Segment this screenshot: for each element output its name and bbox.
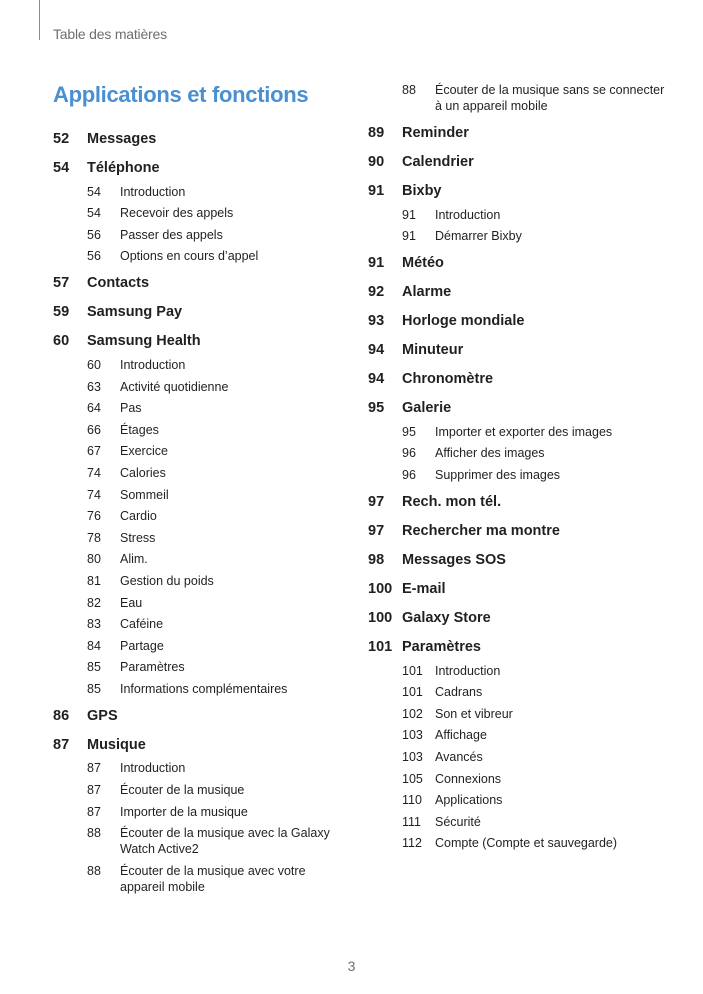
subsection-title: Cadrans <box>435 685 483 700</box>
section-page-number: 60 <box>53 333 70 350</box>
subsection-page-number: 88 <box>87 863 101 878</box>
toc-section[interactable] <box>368 398 668 418</box>
subsection-page-number: 95 <box>402 424 416 439</box>
subsection-title: Pas <box>120 401 142 416</box>
subsection-title: Étages <box>120 422 159 437</box>
subsection-page-number: 103 <box>402 728 423 743</box>
subsection-page-number: 91 <box>402 207 416 222</box>
section-title: Paramètres <box>402 638 481 655</box>
section-title: Messages <box>87 131 157 147</box>
subsection-title: Exercice <box>120 444 168 459</box>
subsection-page-number: 96 <box>402 446 416 461</box>
header-divider <box>39 0 40 40</box>
section-title: Galaxy Store <box>402 609 491 626</box>
subsection-page-number: 85 <box>87 681 101 696</box>
section-title: E-mail <box>402 580 446 597</box>
toc-right-column <box>368 82 668 851</box>
toc-subsection[interactable] <box>53 357 343 373</box>
subsection-title: Écouter de la musique <box>120 783 245 798</box>
subsection-title: Sommeil <box>120 487 169 502</box>
subsection-page-number: 102 <box>402 706 423 721</box>
subsection-page-number: 85 <box>87 660 101 675</box>
section-title: Horloge mondiale <box>402 313 525 330</box>
subsection-title: Eau <box>120 595 143 610</box>
subsection-title: Écouter de la musique sans se connecter à un appareil mobile <box>435 83 665 113</box>
toc-subsection[interactable] <box>53 205 343 221</box>
subsection-title: Importer de la musique <box>120 804 248 819</box>
subsection-page-number: 112 <box>402 836 422 851</box>
subsection-page-number: 56 <box>87 227 101 242</box>
toc-subsection[interactable] <box>53 508 343 524</box>
subsection-title: Avancés <box>435 749 483 764</box>
toc-left-column <box>53 120 343 895</box>
toc-subsection[interactable] <box>368 424 668 440</box>
toc-subsection[interactable] <box>368 814 668 830</box>
subsection-title: Introduction <box>435 663 501 678</box>
toc-subsection[interactable] <box>53 530 343 546</box>
toc-subsection[interactable] <box>53 487 343 503</box>
subsection-title: Démarrer Bixby <box>435 229 522 244</box>
section-header: Table des matières <box>53 26 167 42</box>
section-page-number: 98 <box>368 551 385 568</box>
subsection-page-number: 96 <box>402 467 416 482</box>
section-title: Chronomètre <box>402 371 494 388</box>
subsection-title: Options en cours d’appel <box>120 249 259 264</box>
toc-section[interactable] <box>368 282 668 302</box>
subsection-title: Compte (Compte et sauvegarde) <box>435 836 618 851</box>
subsection-page-number: 80 <box>87 552 101 567</box>
subsection-title: Afficher des images <box>435 446 545 461</box>
subsection-title: Paramètres <box>120 660 185 675</box>
subsection-title: Gestion du poids <box>120 573 214 588</box>
toc-subsection[interactable] <box>368 684 668 700</box>
section-page-number: 97 <box>368 522 385 539</box>
section-title: Messages SOS <box>402 551 506 568</box>
toc-section[interactable] <box>368 311 668 331</box>
toc-subsection[interactable] <box>53 465 343 481</box>
section-title: Calendrier <box>402 154 474 170</box>
chapter-title: Applications et fonctions <box>53 82 309 107</box>
subsection-title: Écouter de la musique avec la Galaxy Watch Active2 <box>120 826 330 857</box>
section-page-number: 94 <box>368 371 385 388</box>
toc-subsection[interactable] <box>53 248 343 264</box>
subsection-title: Informations complémentaires <box>120 681 288 696</box>
subsection-page-number: 87 <box>87 783 101 798</box>
toc-section[interactable] <box>368 608 668 628</box>
toc-section[interactable] <box>53 158 343 178</box>
toc-subsection[interactable] <box>53 681 343 697</box>
section-page-number: 91 <box>368 183 385 199</box>
toc-section[interactable] <box>368 123 668 143</box>
subsection-page-number: 78 <box>87 530 101 545</box>
section-title: Météo <box>402 255 444 272</box>
toc-subsection[interactable] <box>368 749 668 765</box>
subsection-title: Activité quotidienne <box>120 379 229 394</box>
subsection-page-number: 66 <box>87 422 101 437</box>
toc-subsection[interactable] <box>53 863 343 895</box>
section-page-number: 89 <box>368 125 385 141</box>
toc-subsection[interactable] <box>368 207 668 223</box>
subsection-title: Cardio <box>120 509 157 524</box>
subsection-page-number: 87 <box>87 761 101 776</box>
section-page-number: 92 <box>368 284 385 301</box>
subsection-page-number: 83 <box>87 617 101 632</box>
toc-section[interactable] <box>368 637 668 657</box>
toc-subsection[interactable] <box>53 616 343 632</box>
toc-section[interactable] <box>368 492 668 512</box>
subsection-page-number: 105 <box>402 771 423 786</box>
subsection-title: Introduction <box>435 207 501 222</box>
section-page-number: 54 <box>53 160 70 176</box>
subsection-page-number: 111 <box>402 814 422 829</box>
toc-subsection[interactable] <box>368 792 668 808</box>
subsection-page-number: 103 <box>402 749 423 764</box>
section-page-number: 94 <box>368 342 385 359</box>
toc-subsection[interactable] <box>53 227 343 243</box>
subsection-page-number: 60 <box>87 357 101 372</box>
subsection-page-number: 101 <box>402 685 423 700</box>
subsection-title: Sécurité <box>435 814 481 829</box>
toc-section[interactable] <box>368 521 668 541</box>
toc-section[interactable] <box>368 253 668 273</box>
section-title: Rechercher ma montre <box>402 522 560 539</box>
subsection-title: Introduction <box>120 761 186 776</box>
toc-subsection[interactable] <box>53 573 343 589</box>
section-page-number: 93 <box>368 313 385 330</box>
subsection-page-number: 56 <box>87 249 101 264</box>
section-page-number: 95 <box>368 400 385 417</box>
subsection-title: Partage <box>120 638 164 653</box>
toc-section[interactable] <box>53 331 343 351</box>
subsection-title: Applications <box>435 793 503 808</box>
subsection-title: Importer et exporter des images <box>435 424 613 439</box>
toc-subsection[interactable] <box>368 445 668 461</box>
subsection-title: Écouter de la musique avec votre appareil mobile <box>120 863 306 894</box>
subsection-page-number: 64 <box>87 401 101 416</box>
section-page-number: 90 <box>368 154 385 170</box>
subsection-title: Alim. <box>120 552 148 567</box>
subsection-title: Recevoir des appels <box>120 206 234 221</box>
subsection-title: Connexions <box>435 771 502 786</box>
subsection-page-number: 54 <box>87 184 101 199</box>
section-page-number: 86 <box>53 707 70 724</box>
subsection-page-number: 76 <box>87 509 101 524</box>
toc-subsection[interactable] <box>368 228 668 244</box>
section-page-number: 100 <box>368 580 393 597</box>
toc-subsection[interactable] <box>53 782 343 798</box>
section-title: Samsung Pay <box>87 304 183 321</box>
subsection-title: Son et vibreur <box>435 706 513 721</box>
subsection-page-number: 110 <box>402 793 422 808</box>
subsection-page-number: 81 <box>87 573 101 588</box>
subsection-page-number: 88 <box>87 826 101 841</box>
subsection-page-number: 74 <box>87 465 101 480</box>
toc-section[interactable] <box>53 706 343 726</box>
subsection-page-number: 91 <box>402 229 416 244</box>
toc-subsection[interactable] <box>368 835 668 851</box>
subsection-title: Affichage <box>435 728 487 743</box>
toc-subsection[interactable] <box>53 825 343 857</box>
toc-subsection[interactable] <box>368 771 668 787</box>
section-title: Samsung Health <box>87 333 201 350</box>
toc-section[interactable] <box>368 181 668 201</box>
section-title: Minuteur <box>402 342 464 359</box>
toc-subsection[interactable] <box>53 184 343 200</box>
section-title: Musique <box>87 736 146 753</box>
toc-section[interactable] <box>368 579 668 599</box>
toc-subsection[interactable] <box>53 422 343 438</box>
subsection-page-number: 67 <box>87 444 101 459</box>
subsection-page-number: 88 <box>402 83 416 97</box>
toc-section[interactable] <box>368 152 668 172</box>
subsection-page-number: 84 <box>87 638 101 653</box>
subsection-page-number: 101 <box>402 663 423 678</box>
subsection-title: Caféine <box>120 617 164 632</box>
subsection-page-number: 74 <box>87 487 101 502</box>
toc-section[interactable] <box>53 735 343 755</box>
section-title: GPS <box>87 707 118 724</box>
toc-subsection[interactable] <box>368 727 668 743</box>
section-title: Contacts <box>87 275 150 292</box>
section-title: Téléphone <box>87 160 160 176</box>
section-title: Galerie <box>402 400 452 417</box>
subsection-title: Introduction <box>120 184 186 199</box>
toc-section[interactable] <box>368 550 668 570</box>
section-page-number: 97 <box>368 493 385 510</box>
subsection-title: Stress <box>120 530 156 545</box>
page-number: 3 <box>347 958 356 974</box>
toc-subsection[interactable] <box>53 400 343 416</box>
toc-section[interactable] <box>368 369 668 389</box>
toc-subsection[interactable] <box>53 659 343 675</box>
subsection-page-number: 63 <box>87 379 101 394</box>
toc-subsection[interactable] <box>53 760 343 776</box>
section-page-number: 87 <box>53 736 70 753</box>
toc-subsection[interactable] <box>368 706 668 722</box>
subsection-page-number: 54 <box>87 206 101 221</box>
section-page-number: 100 <box>368 609 393 626</box>
subsection-page-number: 87 <box>87 804 101 819</box>
subsection-title: Passer des appels <box>120 227 223 242</box>
subsection-title: Supprimer des images <box>435 467 561 482</box>
section-title: Reminder <box>402 125 469 141</box>
toc-section[interactable] <box>53 273 343 293</box>
toc-subsection[interactable] <box>368 467 668 483</box>
toc-section[interactable] <box>368 340 668 360</box>
toc-subsection[interactable] <box>53 638 343 654</box>
subsection-page-number: 82 <box>87 595 101 610</box>
toc-subsection[interactable] <box>53 804 343 820</box>
section-page-number: 52 <box>53 131 70 147</box>
toc-subsection[interactable] <box>53 443 343 459</box>
toc-subsection[interactable] <box>53 595 343 611</box>
toc-section[interactable] <box>53 129 343 149</box>
section-page-number: 91 <box>368 255 385 272</box>
section-page-number: 57 <box>53 275 70 292</box>
toc-subsection[interactable] <box>53 551 343 567</box>
toc-subsection[interactable] <box>368 663 668 679</box>
section-page-number: 59 <box>53 304 70 321</box>
toc-subsection[interactable] <box>53 379 343 395</box>
section-page-number: 101 <box>368 638 393 655</box>
toc-section[interactable] <box>53 302 343 322</box>
section-title: Bixby <box>402 183 442 199</box>
section-title: Alarme <box>402 284 452 301</box>
toc-subsection[interactable] <box>368 82 668 114</box>
section-title: Rech. mon tél. <box>402 493 502 510</box>
subsection-title: Calories <box>120 465 166 480</box>
subsection-title: Introduction <box>120 357 186 372</box>
